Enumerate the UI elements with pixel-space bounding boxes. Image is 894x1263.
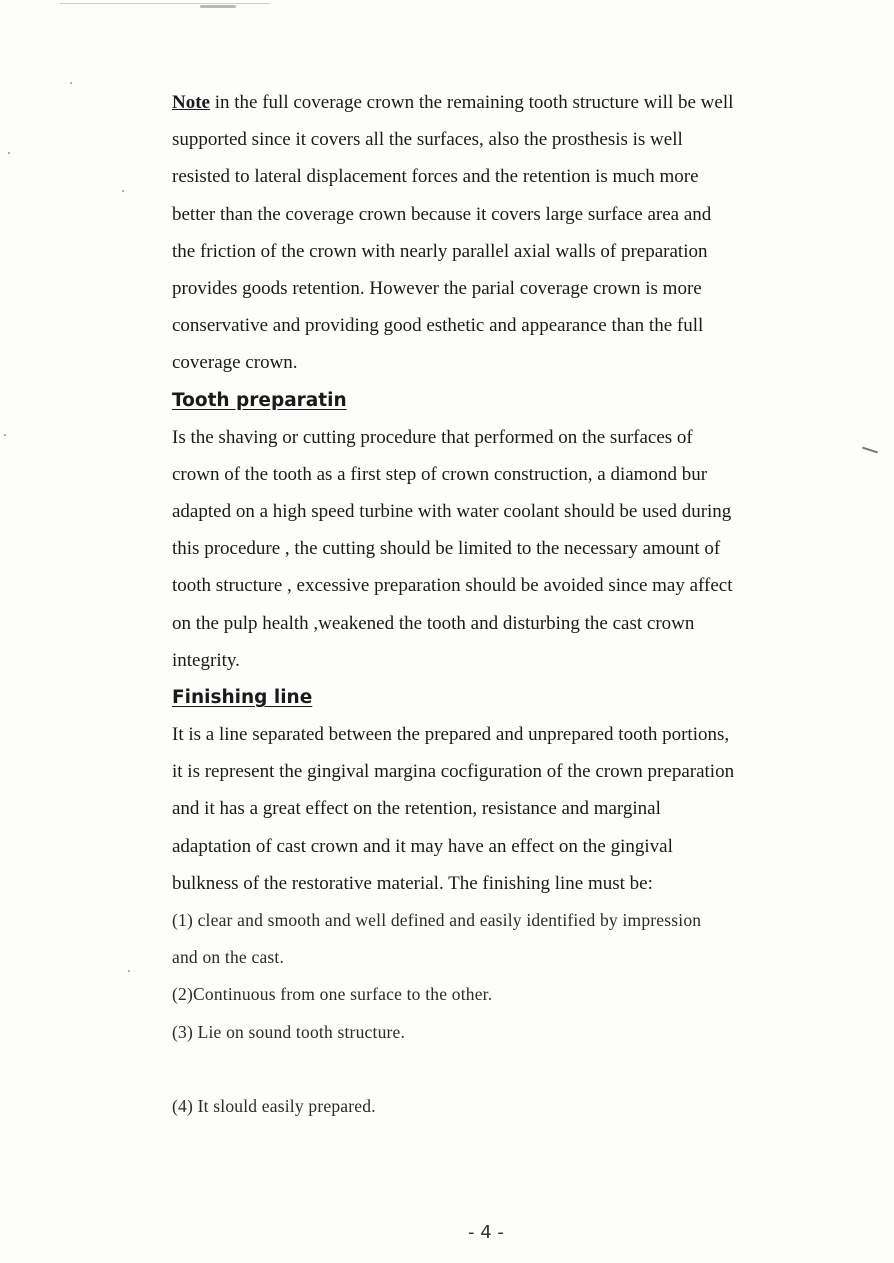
finishing-line-line: It is a line separated between the prepared and unprepared tooth portions,	[172, 724, 730, 746]
note-label: Note	[172, 92, 210, 113]
margin-pen-mark	[862, 447, 878, 454]
note-line: provides goods retention. However the parial coverage crown is more	[172, 278, 702, 300]
scan-speck	[4, 434, 6, 436]
finishing-line-line: and it has a great effect on the retention, resistance and marginal	[172, 798, 661, 820]
requirement-item: (2)Continuous from one surface to the other.	[172, 984, 493, 1005]
last-requirement-paragraph	[172, 1088, 812, 1125]
scan-artifact-line	[60, 3, 270, 4]
note-paragraph	[172, 84, 812, 382]
note-line: conservative and providing good esthetic and appearance than the full	[172, 315, 704, 337]
tooth-preparation-paragraph	[172, 419, 812, 679]
tooth-preparation-line: tooth structure , excessive preparation should be avoided since may affect	[172, 575, 733, 597]
note-line: better than the coverage crown because it covers large surface area and	[172, 203, 712, 225]
tooth-preparation-line: on the pulp health ,weakened the tooth and disturbing the cast crown	[172, 612, 695, 634]
scan-speck	[70, 82, 72, 84]
document-body	[172, 84, 812, 1125]
tooth-preparation-line: crown of the tooth as a first step of crown construction, a diamond bur	[172, 463, 708, 485]
requirement-item: (1) clear and smooth and well defined and easily identified by impression	[172, 910, 702, 931]
note-line: the friction of the crown with nearly parallel axial walls of preparation	[172, 240, 708, 262]
finishing-line-line: adaptation of cast crown and it may have an effect on the gingival	[172, 835, 673, 857]
scan-artifact-smudge	[200, 5, 236, 8]
note-line: coverage crown.	[172, 352, 298, 374]
finishing-line-heading: Finishing line	[172, 687, 313, 709]
scan-speck	[8, 152, 10, 154]
scan-speck	[122, 190, 124, 192]
note-line-1: Note in the full coverage crown the remaining tooth structure will be well	[172, 92, 734, 113]
tooth-preparation-line: integrity.	[172, 649, 240, 671]
requirement-item: and on the cast.	[172, 947, 285, 968]
page-number: - 4 -	[468, 1222, 504, 1243]
finishing-line-line: bulkness of the restorative material. The finishing line must be:	[172, 872, 653, 894]
tooth-preparation-line: this procedure , the cutting should be limited to the necessary amount of	[172, 538, 721, 560]
finishing-line-paragraph	[172, 716, 812, 1051]
tooth-preparation-line: Is the shaving or cutting procedure that performed on the surfaces of	[172, 426, 693, 448]
tooth-preparation-heading: Tooth preparatin	[172, 389, 347, 411]
blank-line	[172, 1051, 812, 1088]
finishing-line-line: it is represent the gingival margina cocfiguration of the crown preparation	[172, 761, 735, 783]
requirement-item: (3) Lie on sound tooth structure.	[172, 1021, 406, 1042]
requirement-item: (4) It slould easily prepared.	[172, 1095, 376, 1116]
note-line: resisted to lateral displacement forces and the retention is much more	[172, 166, 699, 188]
note-line: supported since it covers all the surfaces, also the prosthesis is well	[172, 129, 683, 151]
tooth-preparation-line: adapted on a high speed turbine with water coolant should be used during	[172, 501, 732, 523]
scan-speck	[128, 970, 130, 972]
